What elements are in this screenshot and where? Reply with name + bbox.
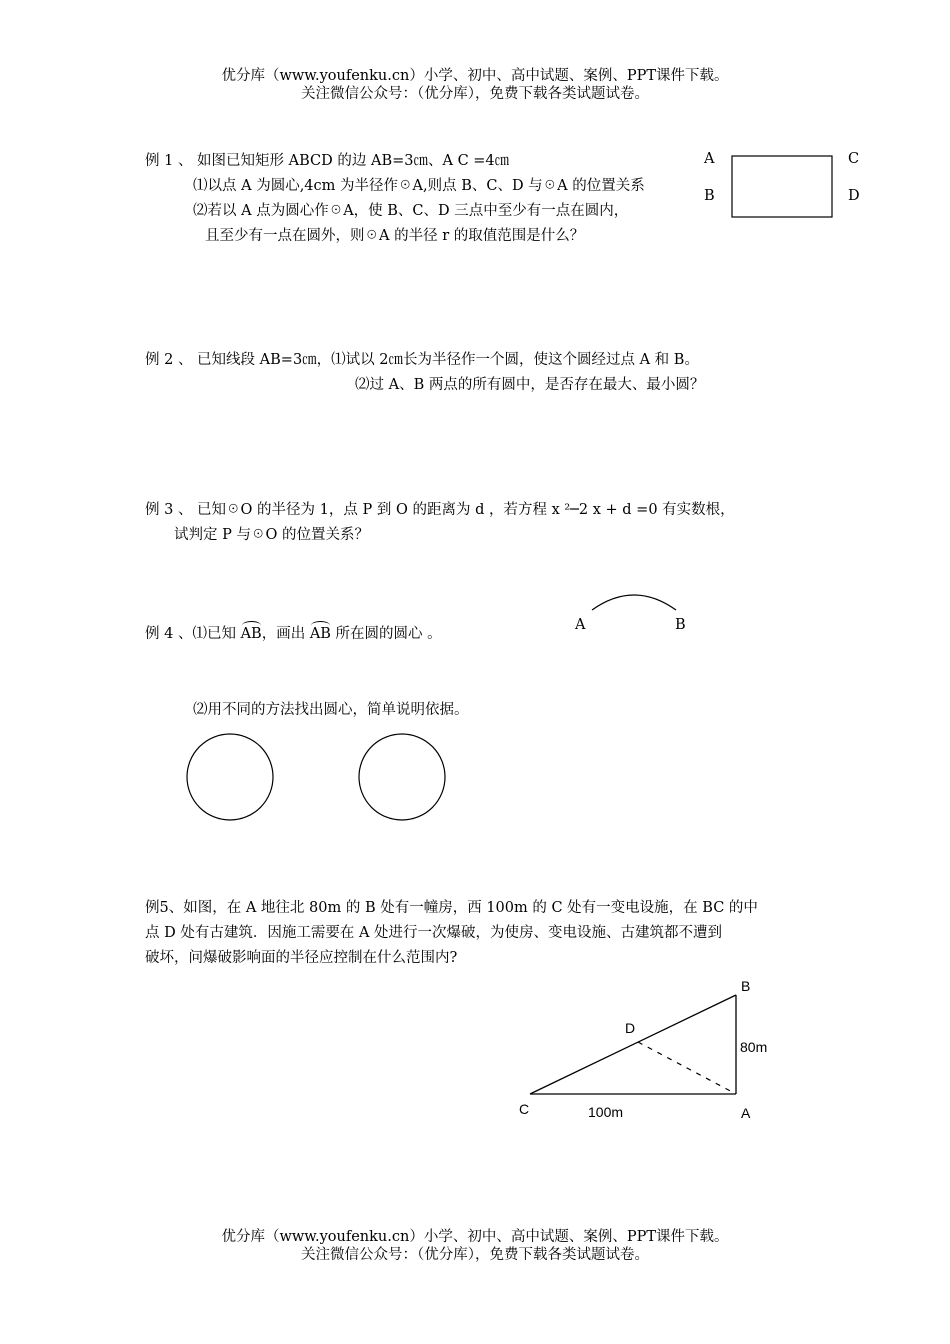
rect-label-c: C xyxy=(848,151,860,167)
arc-ab-symbol: AB xyxy=(240,626,262,642)
tri-label-b: B xyxy=(741,978,751,994)
ex1-title: 例 1 、 如图已知矩形 ABCD 的边 AB=3㎝、A C =4㎝ xyxy=(145,153,510,169)
ex5-line-1: 例5、如图，在 A 地往北 80m 的 B 处有一幢房，西 100m 的 C 处有一变电设施，在 BC 的中 xyxy=(145,900,758,916)
ex4-q1-prefix: 例 4 、⑴已知 xyxy=(145,626,241,642)
header-line-1: 优分库（www.youfenku.cn）小学、初中、高中试题、案例、PPT课件下载。 xyxy=(221,68,729,84)
rect-label-a: A xyxy=(704,151,715,167)
ex1-q1: ⑴以点 A 为圆心,4cm 为半径作☉A,则点 B、C、D 与☉A 的位置关系 xyxy=(193,178,645,194)
segment-da-dashed xyxy=(638,1042,736,1094)
tri-label-c: C xyxy=(519,1101,530,1117)
arc-ab-symbol-2: AB xyxy=(309,626,331,642)
footer-line-1: 优分库（www.youfenku.cn）小学、初中、高中试题、案例、PPT课件下载。 xyxy=(221,1229,729,1245)
ex5-line-3: 破坏，问爆破影响面的半径应控制在什么范围内? xyxy=(145,950,458,966)
arc-label-a: A xyxy=(575,617,586,633)
tri-label-d: D xyxy=(625,1020,636,1036)
ex4-q1-mid: ，画出 xyxy=(261,626,310,642)
ex4-q2: ⑵用不同的方法找出圆心，简单说明依据。 xyxy=(193,702,469,718)
ex2-line-2: ⑵过 A、B 两点的所有圆中，是否存在最大、最小圆？ xyxy=(355,377,705,393)
ex1-q2a: ⑵若以 A 点为圆心作☉A，使 B、C、D 三点中至少有一点在圆内， xyxy=(193,203,629,219)
ex4-q1-suffix: 所在圆的圆心 。 xyxy=(330,626,442,642)
footer-line-2: 关注微信公众号：（优分库），免费下载各类试题试卷。 xyxy=(301,1247,649,1263)
ex5-line-2: 点 D 处有古建筑．因施工需要在 A 处进行一次爆破，为使房、变电设施、古建筑都不遭到 xyxy=(145,925,723,941)
rect-label-b: B xyxy=(704,188,715,204)
tri-label-ab-length: 80m xyxy=(740,1039,768,1055)
ex1-q2b: 且至少有一点在圆外，则☉A 的半径 r 的取值范围是什么？ xyxy=(205,228,585,244)
header-line-2: 关注微信公众号：（优分库），免费下载各类试题试卷。 xyxy=(301,86,649,102)
arc-label-b: B xyxy=(675,617,686,633)
tri-label-ca-length: 100m xyxy=(588,1104,624,1120)
ex2-line-1: 例 2 、 已知线段 AB=3㎝，⑴试以 2㎝长为半径作一个圆，使这个圆经过点 A 和 B。 xyxy=(145,352,699,368)
rect-label-d: D xyxy=(848,188,860,204)
tri-label-a: A xyxy=(741,1105,751,1121)
segment-cb xyxy=(530,995,736,1094)
ex3-line-1: 例 3 、 已知☉O 的半径为 1，点 P 到 O 的距离为 d ，若方程 x ²─2 x + d =0 有实数根， xyxy=(145,502,735,518)
ex3-line-2: 试判定 P 与☉O 的位置关系？ xyxy=(174,527,369,543)
